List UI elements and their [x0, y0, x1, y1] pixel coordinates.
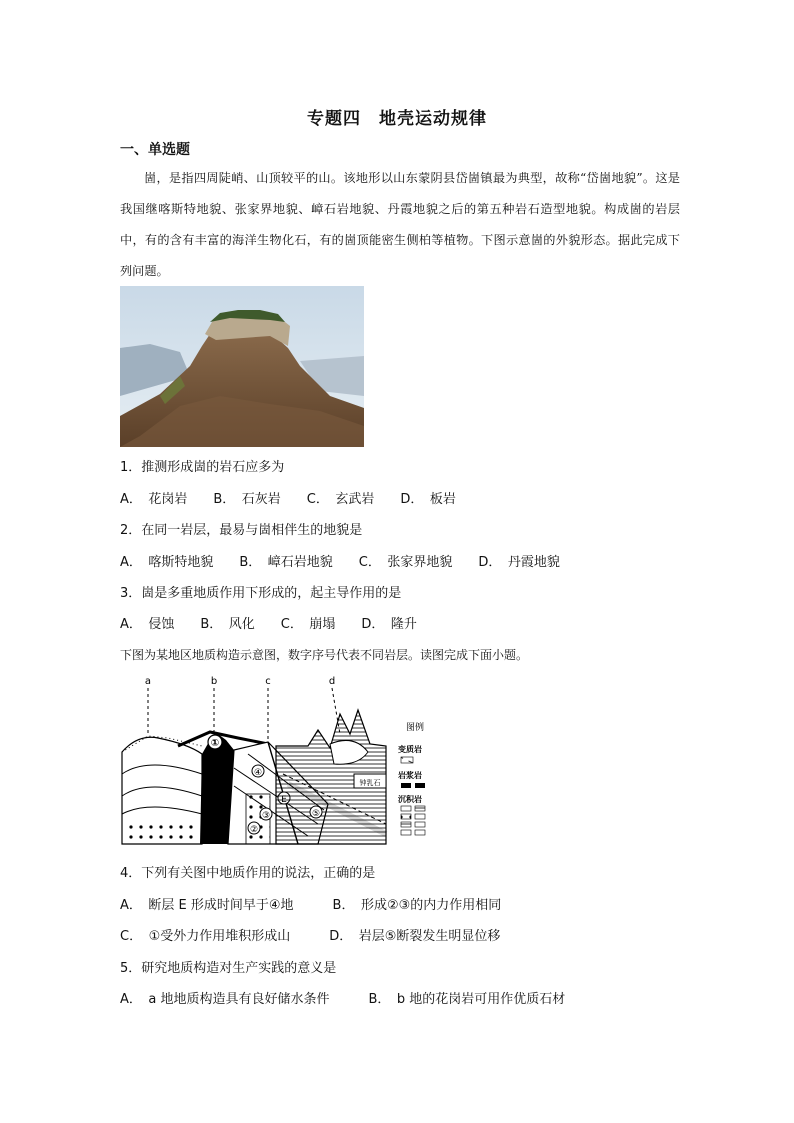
legend-metamorphic: 变质岩: [398, 745, 422, 754]
passage-diagram-intro: 下图为某地区地质构造示意图，数字序号代表不同岩层。读图完成下面小题。: [120, 648, 529, 662]
mesa-photo-graphic: [120, 286, 364, 447]
page-title: 专题四 地壳运动规律: [307, 109, 487, 129]
mesa-photo: [120, 286, 364, 447]
question-4-options-ab: A． 断层 E 形成时间早于④地 B． 形成②③的内力作用相同: [120, 898, 502, 913]
legend-title: 图例: [406, 723, 425, 733]
question-5-stem: 5．研究地质构造对生产实践的意义是: [120, 961, 337, 976]
question-3-stem: 3．崮是多重地质作用下形成的，起主导作用的是: [120, 586, 402, 601]
question-3-options: A． 侵蚀 B． 风化 C． 崩塌 D． 隆升: [120, 617, 417, 632]
question-4-options-cd: C． ①受外力作用堆积形成山 D． 岩层⑤断裂发生明显位移: [120, 929, 501, 944]
label-4: ④: [253, 768, 263, 778]
question-1-stem: 1．推测形成崮的岩石应多为: [120, 460, 285, 475]
geology-diagram: [118, 674, 434, 848]
site-a-label: a: [144, 676, 152, 687]
passage-intro: 崮，是指四周陡峭、山顶较平的山。该地形以山东蒙阴县岱崮镇最为典型，故称“岱崮地貌”。这是我国继喀斯特地貌、张家界地貌、嶂石岩地貌、丹霞地貌之后的第五种岩石造型地貌。构成崮的岩层中，有的含有丰富的海洋生物化石，有的崮顶能密生侧柏等植物。下图示意崮的外貌形态。据此完成下列问题。: [120, 171, 680, 278]
label-1: ①: [210, 738, 220, 749]
question-1-options: A． 花岗岩 B． 石灰岩 C． 玄武岩 D． 板岩: [120, 492, 456, 507]
site-b-label: b: [210, 676, 218, 687]
question-5-options-ab: A． a 地地质构造具有良好储水条件 B． b 地的花岗岩可用作优质石材: [120, 992, 566, 1007]
site-d-label: d: [328, 676, 336, 687]
label-3: ③: [261, 811, 271, 821]
label-5: ⑤: [311, 809, 321, 819]
legend-igneous: 岩浆岩: [398, 771, 422, 780]
site-c-label: c: [265, 676, 271, 687]
label-2: ②: [249, 825, 259, 835]
legend-sedimentary: 沉积岩: [398, 795, 422, 804]
question-2-stem: 2．在同一岩层，最易与崮相伴生的地貌是: [120, 523, 363, 538]
question-2-options: A． 喀斯特地貌 B． 嶂石岩地貌 C． 张家界地貌 D． 丹霞地貌: [120, 555, 560, 570]
section-heading: 一、单选题: [120, 142, 190, 158]
question-4-stem: 4．下列有关图中地质作用的说法，正确的是: [120, 866, 376, 881]
cave-label: 钟乳石: [359, 779, 381, 787]
